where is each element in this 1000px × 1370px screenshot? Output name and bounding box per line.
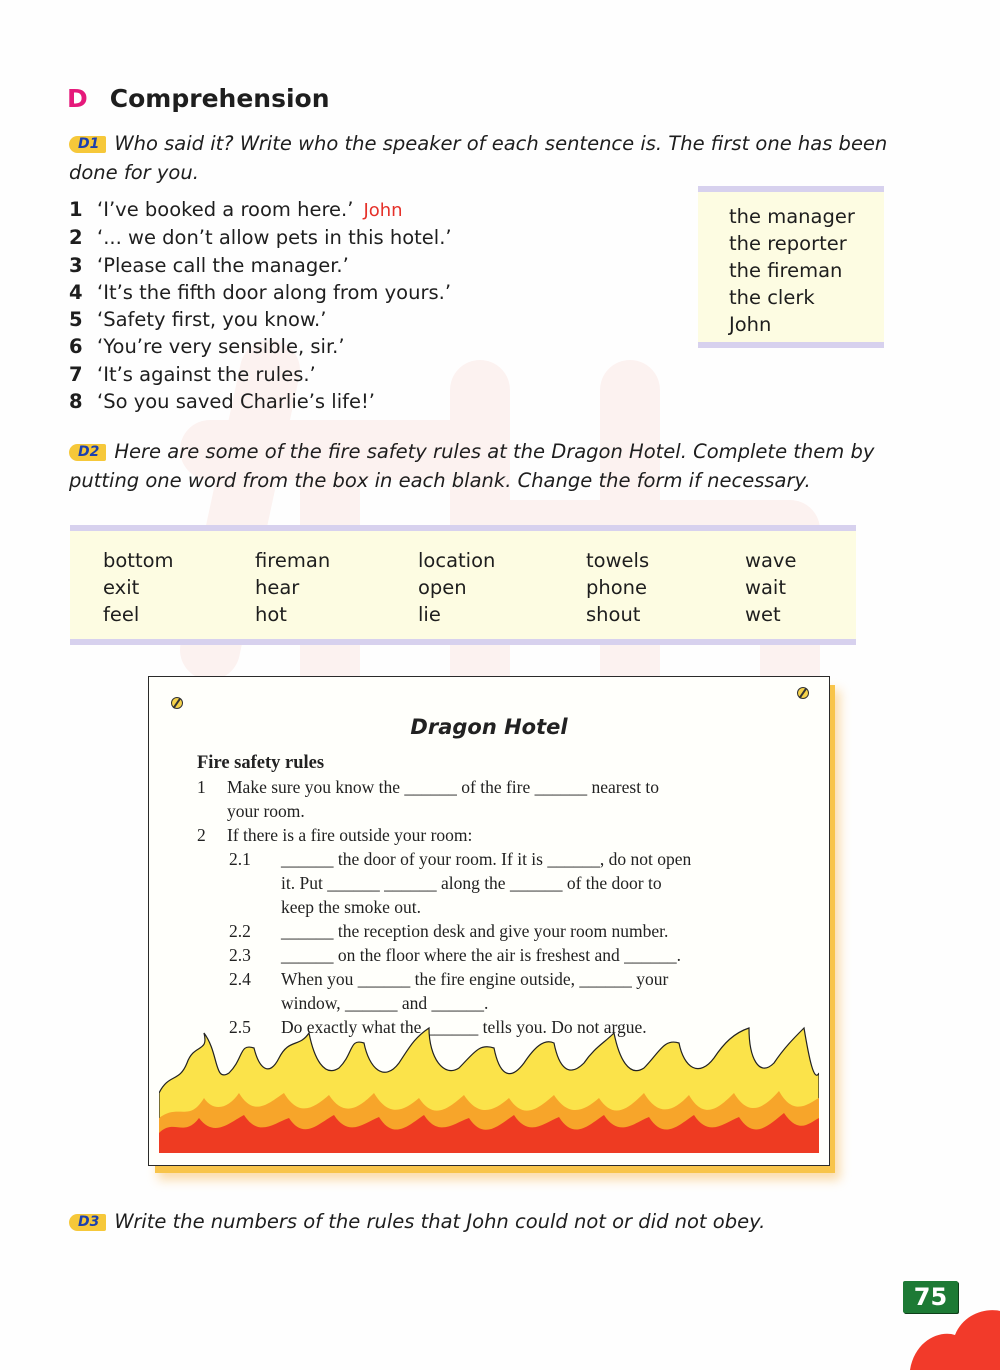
word-column: [255, 547, 330, 628]
subrule-item: [197, 943, 691, 967]
quote-text: ‘You’re very sensible, sir.’: [97, 335, 345, 359]
d2-instruction-line2: putting one word from the box in each blank. Change the form if necessary.: [69, 469, 811, 492]
quote-text: ‘I’ve booked a room here.’: [97, 198, 354, 221]
rule-line: ______ the reception desk and give your room number.: [281, 921, 669, 941]
d2-tag: D2: [69, 444, 106, 461]
section-letter: D: [67, 84, 88, 113]
section-title: Comprehension: [109, 84, 330, 113]
rule-number: 2: [197, 825, 206, 845]
speaker-option: the manager: [729, 205, 855, 228]
quote-item: [69, 333, 452, 360]
rule-line: your room.: [227, 801, 305, 821]
quote-number: 5: [69, 308, 83, 332]
quote-text: ‘So you saved Charlie’s life!’: [97, 390, 375, 414]
word-column: [745, 547, 796, 628]
rule-number: 2.5: [229, 1017, 251, 1037]
notice-title: Dragon Hotel: [410, 715, 568, 739]
rule-number: 2.2: [229, 921, 251, 941]
word-column: [586, 547, 649, 628]
quote-text: ‘Please call the manager.’: [97, 253, 349, 277]
quote-item: [69, 361, 452, 388]
speaker-box: [698, 186, 884, 348]
d2-instruction: [69, 437, 874, 495]
quote-number: 4: [69, 280, 83, 304]
subrule-item: [197, 919, 691, 943]
section-heading: [67, 84, 330, 113]
word-option: exit: [103, 576, 140, 599]
word-option: fireman: [255, 549, 331, 572]
word-option: feel: [103, 603, 140, 626]
subrule-item: [197, 847, 691, 919]
quote-answer: John: [363, 200, 403, 221]
quote-number: 2: [69, 226, 83, 250]
screw-icon: [171, 697, 183, 709]
d3-tag: D3: [69, 1214, 106, 1231]
word-option: lie: [418, 603, 441, 626]
word-option: shout: [586, 603, 641, 626]
word-option: wait: [745, 576, 786, 599]
quote-text: ‘It’s the fifth door along from yours.’: [97, 280, 452, 304]
rule-item: [197, 775, 691, 823]
word-box: [70, 525, 856, 645]
d1-instruction-line2: done for you.: [69, 161, 199, 184]
rule-line: keep the smoke out.: [281, 897, 421, 917]
quote-text: ‘It’s against the rules.’: [97, 362, 316, 386]
d1-instruction: [69, 129, 887, 187]
rule-line: window, ______ and ______.: [281, 993, 489, 1013]
screw-icon: [797, 687, 809, 699]
speaker-option: the clerk: [729, 286, 815, 309]
quote-item: [69, 388, 452, 415]
speaker-option: John: [729, 313, 772, 336]
rules-list: [197, 751, 691, 1039]
quote-item: [69, 279, 452, 306]
word-option: wave: [745, 549, 797, 572]
word-option: open: [418, 576, 467, 599]
d1-instruction-line1: Who said it? Write who the speaker of each sentence is. The first one has been: [114, 132, 888, 155]
flames-illustration: [159, 1023, 819, 1153]
rules-heading: Fire safety rules: [197, 753, 325, 773]
word-option: towels: [586, 549, 650, 572]
rule-number: 1: [197, 777, 206, 797]
quote-number: 7: [69, 362, 83, 386]
word-option: hot: [255, 603, 287, 626]
quote-number: 1: [69, 198, 83, 221]
word-option: hear: [255, 576, 300, 599]
subrule-item: [197, 967, 691, 1015]
rule-number: 2.4: [229, 969, 251, 989]
page-number: 75: [903, 1281, 958, 1313]
quote-number: 3: [69, 253, 83, 277]
d2-instruction-line1: Here are some of the fire safety rules at the Dragon Hotel. Complete them by: [114, 440, 875, 463]
quote-text: ‘Safety first, you know.’: [97, 308, 327, 332]
speaker-option: the fireman: [729, 259, 843, 282]
rule-line: ______ the door of your room. If it is ______, do not open: [281, 849, 692, 869]
quote-text: ‘... we don’t allow pets in this hotel.’: [97, 226, 452, 250]
rule-item: [197, 823, 691, 847]
word-column: [103, 547, 174, 628]
rule-number: 2.3: [229, 945, 251, 965]
speaker-option: the reporter: [729, 232, 847, 255]
rule-line: it. Put ______ ______ along the ______ of the door to: [281, 873, 662, 893]
fire-safety-notice: [148, 676, 830, 1166]
rule-line: ______ on the floor where the air is freshest and ______.: [281, 945, 681, 965]
quote-number: 8: [69, 390, 83, 414]
word-option: phone: [586, 576, 648, 599]
quote-item: [69, 306, 452, 333]
d1-tag: D1: [69, 136, 106, 153]
rule-number: 2.1: [229, 849, 251, 869]
word-option: bottom: [103, 549, 174, 572]
quote-list: [69, 196, 452, 415]
rule-line: If there is a fire outside your room:: [227, 825, 473, 845]
word-column: [418, 547, 495, 628]
quote-item: [69, 196, 452, 224]
quote-item: [69, 224, 452, 251]
rule-line: Do exactly what the ______ tells you. Do not argue.: [281, 1017, 647, 1037]
d3-instruction-text: Write the numbers of the rules that John could not or did not obey.: [114, 1210, 766, 1233]
d3-instruction: [69, 1207, 765, 1236]
rule-line: Make sure you know the ______ of the fire ______ nearest to: [227, 777, 660, 797]
quote-number: 6: [69, 335, 83, 359]
word-option: location: [418, 549, 496, 572]
word-option: wet: [745, 603, 781, 626]
rule-line: When you ______ the fire engine outside, ______ your: [281, 969, 669, 989]
quote-item: [69, 252, 452, 279]
